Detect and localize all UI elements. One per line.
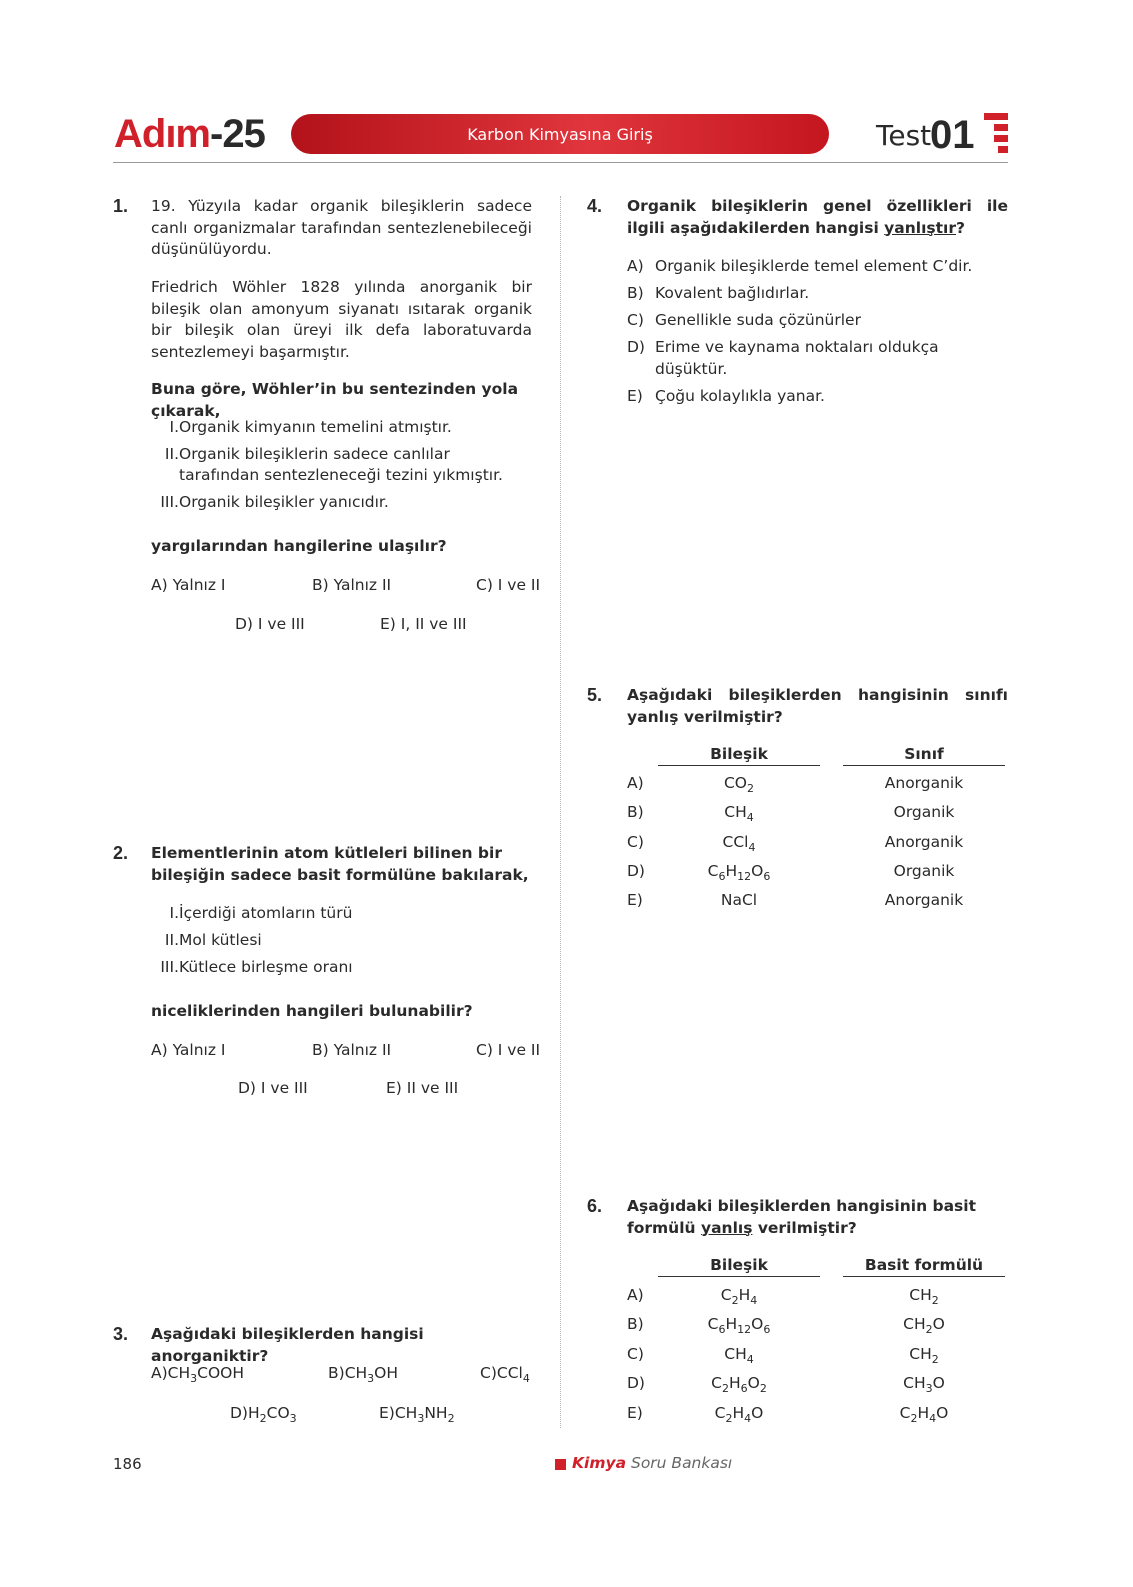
compound-class: Organik <box>893 862 955 880</box>
answer-option-d[interactable]: D) I ve III <box>238 1079 308 1097</box>
answer-option-d[interactable]: D) I ve III <box>235 615 305 633</box>
option-label[interactable]: D) <box>627 862 645 880</box>
simple-formula: $C_2H_4O$ <box>899 1404 949 1425</box>
chemical-formula: $CH_3OH$ <box>344 1364 399 1385</box>
question-number: 5. <box>587 685 603 705</box>
answer-option-c[interactable]: C) I ve II <box>476 576 541 594</box>
footer-subject: Kimya <box>572 1454 627 1472</box>
simple-formula: $CH_2O$ <box>903 1315 945 1336</box>
question-stem: Elementlerinin atom kütleleri bilinen bir bileşiğin sadece basit formülüne bakılarak, <box>151 844 529 884</box>
compound-formula: $C_6H_{12}O_6$ <box>707 862 771 883</box>
table-header-class: Sınıf <box>843 745 1005 766</box>
footer-title <box>572 1454 732 1472</box>
answer-option-c[interactable]: C) I ve II <box>476 1041 541 1059</box>
topic-title: Karbon Kimyasına Giriş <box>467 124 653 144</box>
question-paragraph: 19. Yüzyıla kadar organik bileşiklerin sadece canlı organizmalar tarafından sentezlenebileceği düşünülüyordu. <box>151 197 532 258</box>
compound-formula: CCl$_4$ <box>722 833 756 854</box>
chemical-formula: $CH_3COOH$ <box>167 1364 245 1385</box>
statement-item: II. Organik bileşiklerin sadece canlılar tarafından sentezleneceği tezini yıkmıştır. <box>164 444 503 484</box>
compound-formula: $CO_2$ <box>723 774 755 795</box>
question-prompt: niceliklerinden hangileri bulunabilir? <box>151 1002 473 1020</box>
option-label[interactable]: A) <box>627 774 644 792</box>
compound-formula: $C_6H_{12}O_6$ <box>707 1315 771 1336</box>
table-header-compound: Bileşik <box>658 1256 820 1277</box>
statement-item: II. Mol kütlesi <box>164 931 262 949</box>
answer-option-b[interactable]: B) Yalnız II <box>312 576 392 594</box>
chemical-formula: $CH_3NH_2$ <box>394 1404 455 1425</box>
question-stem: Aşağıdaki bileşiklerden hangisi anorganiktir? <box>151 1325 424 1365</box>
compound-formula: $C_2H_4O$ <box>714 1404 764 1425</box>
chemical-formula: $H_2CO_3$ <box>247 1404 297 1425</box>
option-label[interactable]: C) <box>627 833 644 851</box>
answer-option-e[interactable]: $E)CH_3NH_2$ <box>379 1404 455 1425</box>
answer-option-c[interactable]: C)CCl$_4$ <box>480 1364 530 1385</box>
header-rule <box>113 162 1008 163</box>
answer-option-e[interactable]: E) Çoğu kolaylıkla yanar. <box>627 386 825 405</box>
table-header-simple-formula: Basit formülü <box>843 1256 1005 1277</box>
compound-formula: $CH_4$ <box>724 803 754 824</box>
answer-option-d[interactable]: $D)H_2CO_3$ <box>230 1404 297 1425</box>
statement-item: III. Organik bileşikler yanıcıdır. <box>160 492 389 511</box>
statement-item: III. Kütlece birleşme oranı <box>160 958 353 976</box>
brand-number: -25 <box>210 112 265 156</box>
compound-class: Anorganik <box>884 833 964 851</box>
compound-class: Anorganik <box>884 891 964 909</box>
option-label[interactable]: E) <box>627 1404 643 1422</box>
table-header-compound: Bileşik <box>658 745 820 766</box>
compound-formula: $C_2H_6O_2$ <box>711 1374 767 1395</box>
statement-list <box>155 417 532 513</box>
compound-class: Anorganik <box>884 774 964 792</box>
option-label[interactable]: B) <box>627 803 644 821</box>
options-list <box>627 256 1012 407</box>
question-prompt: yargılarından hangilerine ulaşılır? <box>151 537 447 555</box>
question-number: 3. <box>113 1324 129 1344</box>
footer-square-icon <box>555 1459 566 1470</box>
compound-formula: $C_2H_4$ <box>720 1286 758 1307</box>
answer-option-a[interactable]: $A)CH_3COOH$ <box>151 1364 245 1385</box>
simple-formula: $CH_2$ <box>909 1345 939 1366</box>
brand-word: Adım <box>114 112 210 156</box>
compound-class: Organik <box>893 803 955 821</box>
question-stem: Organik bileşiklerin genel özellikleri ile ilgili aşağıdakilerden hangisi yanlıştır? <box>627 197 1008 237</box>
question-stem: Aşağıdaki bileşiklerden hangisinin basit formülü yanlış verilmiştir? <box>627 1197 977 1237</box>
option-label[interactable]: B) <box>627 1315 644 1333</box>
answer-option-a[interactable]: A) Yalnız I <box>151 1041 226 1059</box>
option-label[interactable]: A) <box>627 1286 644 1304</box>
option-label[interactable]: D) <box>627 1374 645 1392</box>
answer-option-e[interactable]: E) II ve III <box>386 1079 459 1097</box>
answer-option-b[interactable]: B) Kovalent bağlıdırlar. <box>627 284 810 302</box>
answer-option-b[interactable]: B) Yalnız II <box>312 1041 392 1059</box>
question-number: 1. <box>113 196 129 216</box>
question-stem: Buna göre, Wöhler’in bu sentezinden yola çıkarak, <box>151 380 519 420</box>
chemical-formula: CCl$_4$ <box>496 1364 530 1385</box>
statement-item: I. Organik kimyanın temelini atmıştır. <box>169 418 452 436</box>
topic-banner <box>291 114 829 154</box>
answer-option-b[interactable]: $B)CH_3OH$ <box>328 1364 399 1385</box>
test-logo-icon <box>984 113 1008 153</box>
brand-logo <box>114 112 265 156</box>
question-number: 6. <box>587 1196 603 1216</box>
test-label: Test <box>876 119 932 152</box>
test-number: 01 <box>930 113 975 157</box>
statement-list <box>155 903 532 979</box>
option-label[interactable]: C) <box>627 1345 644 1363</box>
statement-item: I. İçerdiği atomların türü <box>169 904 353 922</box>
column-divider <box>560 196 561 1428</box>
option-label[interactable]: E) <box>627 891 643 909</box>
answer-option-d[interactable]: D) Erime ve kaynama noktaları oldukça düşüktür. <box>627 338 939 378</box>
question-number: 2. <box>113 843 129 863</box>
simple-formula: $CH_3O$ <box>903 1374 945 1395</box>
question-number: 4. <box>587 196 603 216</box>
answer-option-a[interactable]: A) Organik bileşiklerde temel element C’dir. <box>627 257 973 275</box>
compound-formula: $CH_4$ <box>724 1345 754 1366</box>
question-stem: Aşağıdaki bileşiklerden hangisinin sınıfı yanlış verilmiştir? <box>627 686 1008 726</box>
answer-option-c[interactable]: C) Genellikle suda çözünürler <box>627 311 861 329</box>
answer-option-a[interactable]: A) Yalnız I <box>151 576 226 594</box>
question-paragraph: Friedrich Wöhler 1828 yılında anorganik bir bileşik olan amonyum siyanatı ısıtarak organik bir bileşik olan üreyi ilk defa laboratuvarda sentezlemeyi başarmıştır. <box>151 278 532 361</box>
compound-formula: NaCl <box>720 891 758 909</box>
answer-option-e[interactable]: E) I, II ve III <box>380 615 467 633</box>
page-number: 186 <box>113 1455 142 1473</box>
footer-series: Soru Bankası <box>630 1454 733 1472</box>
simple-formula: $CH_2$ <box>909 1286 939 1307</box>
